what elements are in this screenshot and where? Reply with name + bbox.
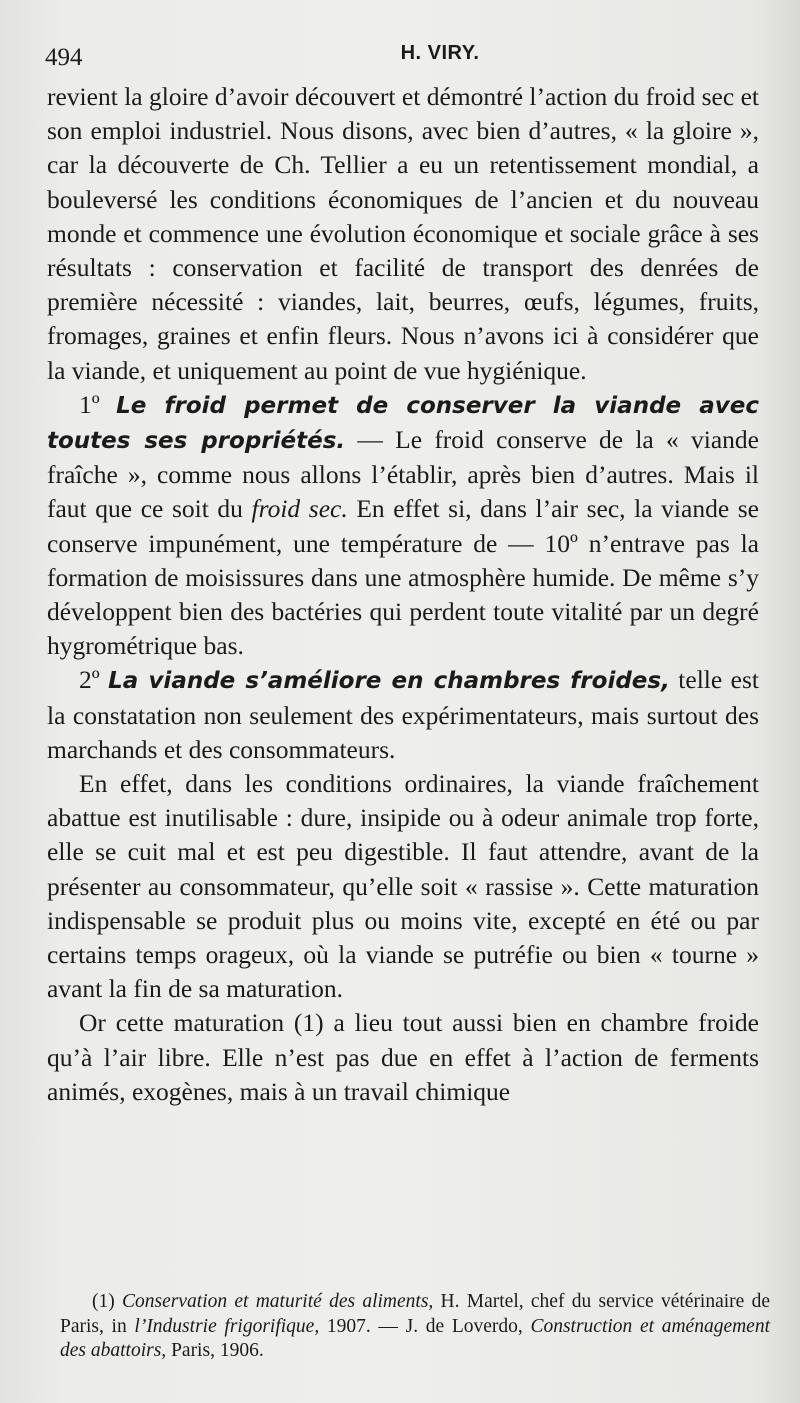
running-head: H. VIRY. [400, 42, 480, 64]
paragraph-2-text-a: — Le froid conserve de la « viande fraîche », comme nous allons l’établir, après bien d’autres. Mais il faut que ce soit du [47, 425, 759, 524]
page-number: 494 [45, 44, 83, 71]
footnote-title-3: Construction et aménagement des abattoirs, [60, 1315, 770, 1361]
paragraph-2-text-b: En effet si, dans l’air sec, la viande se conserve impunément, une température de — 10º n’entrave pas la formation de moisissures dans une atmosphère humide. De même s’y développent bien des bactéries qui perdent toute vitalité par un degré hygrométrique bas. [47, 494, 759, 661]
footnotes [60, 1290, 770, 1364]
section-heading-1: Le froid permet de conserver la viande avec toutes ses propriétés. [47, 392, 759, 455]
paragraph-2 [47, 388, 759, 664]
paragraph-4: En effet, dans les conditions ordinaires, la viande fraîchement abattue est inutilisable : dure, insipide ou à odeur animale trop forte, elle se cuit mal et est peu digestible. Il faut attendre, avant de la présenter au consommateur, qu’elle soit « rassise ». Cette maturation indispensable se produit plus ou moins vite, excepté en été ou par certains temps orageux, où la viande se putréfie ou bien « tourne » avant la fin de sa maturation. [47, 769, 759, 1004]
body-text [47, 80, 759, 1109]
section-number-2: 2º [79, 665, 100, 695]
footnote-1 [60, 1290, 770, 1364]
footnote-title-1: Conservation et maturité des aliments, [122, 1291, 434, 1312]
paragraph-5: Or cette maturation (1) a lieu tout aussi bien en chambre froide qu’à l’air libre. Elle n’est pas due en effet à l’action de ferments animés, exogènes, mais à un travail chimique [47, 1008, 759, 1106]
page-header [45, 40, 765, 74]
paragraph-1: revient la gloire d’avoir découvert et démontré l’action du froid sec et son emploi industriel. Nous disons, avec bien d’autres, « la gloire », car la découverte de Ch. Tellier a eu un retentissement mondial, a bouleversé les conditions économiques de l’ancien et du nouveau monde et commence une évolution économique et sociale grâce à ses résultats : conservation et facilité de transport des denrées de première nécessité : viandes, lait, beurres, œufs, légumes, fruits, fromages, graines et enfin fleurs. Nous n’avons ici à considérer que la viande, et uniquement au point de vue hygiénique. [47, 82, 759, 385]
froid-sec-emphasis: froid sec. [251, 494, 348, 524]
footnote-label: (1) [92, 1291, 115, 1312]
paragraph-3 [47, 663, 759, 767]
paragraph-3-text: telle est la constatation non seulement des expérimentateurs, mais surtout des marchands et des consommateurs. [47, 665, 759, 764]
footnote-text-1: H. Martel, chef du service vétérinaire de Paris, in [60, 1291, 770, 1337]
footnote-text-3: Paris, 1906. [166, 1340, 264, 1361]
footnote-title-2: l’Industrie frigorifique, [134, 1315, 320, 1337]
footnote-text-2: 1907. — J. de Loverdo, [319, 1315, 531, 1337]
section-heading-2: La viande s’améliore en chambres froides, [108, 668, 670, 695]
section-number-1: 1º [79, 389, 100, 419]
